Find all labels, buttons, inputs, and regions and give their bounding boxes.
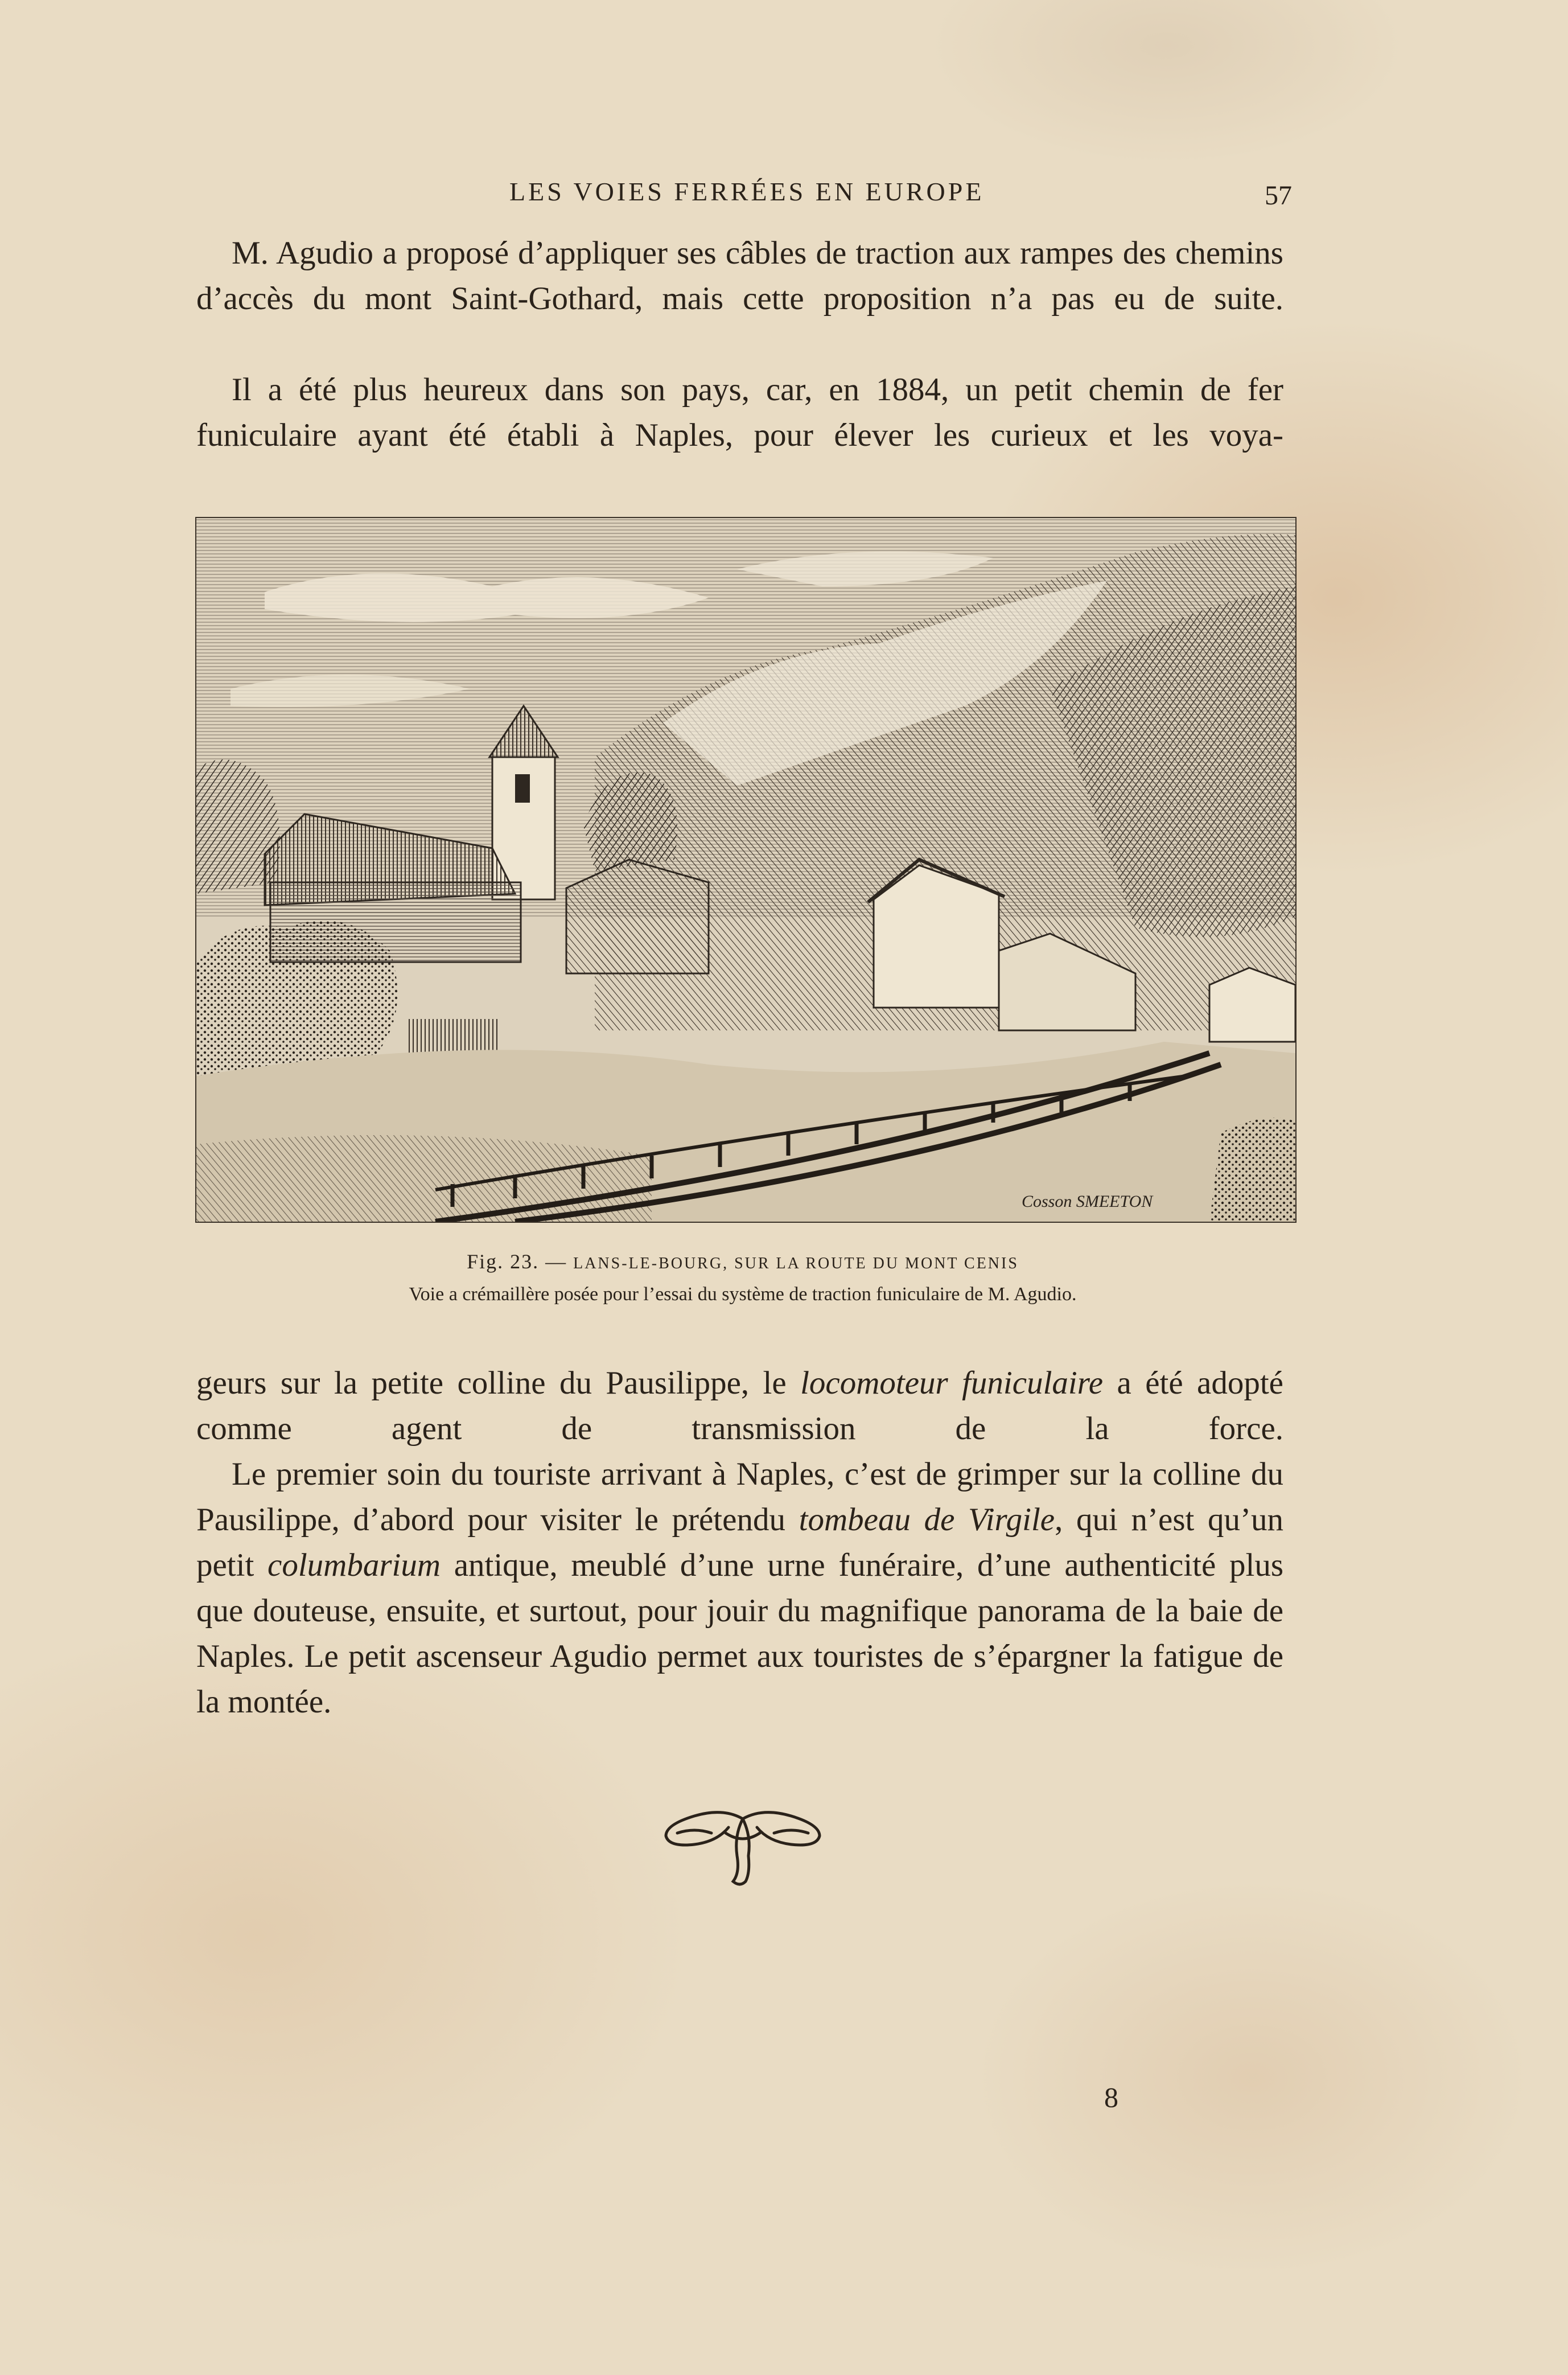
running-header <box>194 171 1292 216</box>
paragraph-3 <box>196 1361 1283 1452</box>
paragraph-2-text: Il a été plus heureux dans son pays, car, en 1884, un petit chemin de fer funiculaire ayant été établi à Naples, pour élever les curieux et les voya- <box>196 372 1283 453</box>
paragraph-4-text-a: Le premier soin du touriste arrivant à Naples, c’est de grimper sur la colline du Pausilippe, d’abord pour visiter le prétendu <box>196 1456 1283 1538</box>
engraver-signature: Cosson SMEETON <box>1022 1192 1153 1211</box>
tailpiece-ornament-icon <box>655 1802 831 1893</box>
paragraph-3-text-a: geurs sur la petite colline du Pausilippe, le <box>196 1365 801 1401</box>
engraving-illustration <box>196 518 1295 1222</box>
paragraph-4-text-c: antique, meublé d’une urne funéraire, d’une authenticité plus que douteuse, ensuite, et surtout, pour jouir du magnifique panorama de la baie de Naples. Le petit ascenseur Agudio permet aux touristes de s’épargner la fatigue de la montée. <box>196 1547 1284 1720</box>
paragraph-3-italic: locomoteur funiculaire <box>800 1365 1104 1401</box>
paragraph-3-text-b: a été adopté comme agent de transmission de la force. <box>196 1365 1283 1447</box>
figure-title: LANS-LE-BOURG, SUR LA ROUTE DU MONT CENIS <box>573 1255 1019 1272</box>
paragraph-4-text-b: , qui n’est qu’un petit <box>196 1502 1284 1583</box>
running-title: LES VOIES FERRÉES EN EUROPE <box>509 177 985 206</box>
engraving-lans-le-bourg <box>195 517 1297 1223</box>
figure-caption-title <box>194 1250 1292 1273</box>
paragraph-1 <box>196 231 1283 322</box>
figure-label: Fig. 23. — <box>467 1250 567 1273</box>
paragraph-1-text: M. Agudio a proposé d’appliquer ses câbles de traction aux rampes des chemins d’accès du mont Saint-Gothard, mais cette proposition n’a pas eu de suite. <box>196 235 1283 317</box>
paragraph-4 <box>196 1452 1283 1725</box>
paragraph-4-italic-2: columbarium <box>267 1547 441 1583</box>
page-number: 57 <box>1265 180 1292 211</box>
signature-mark: 8 <box>1104 2081 1118 2113</box>
paragraph-4-italic-1: tombeau de Virgile <box>799 1502 1055 1538</box>
paragraph-2 <box>196 367 1283 458</box>
figure-caption-subtitle: Voie a crémaillère posée pour l’essai du système de traction funiculaire de M. Agudio. <box>409 1284 1077 1305</box>
